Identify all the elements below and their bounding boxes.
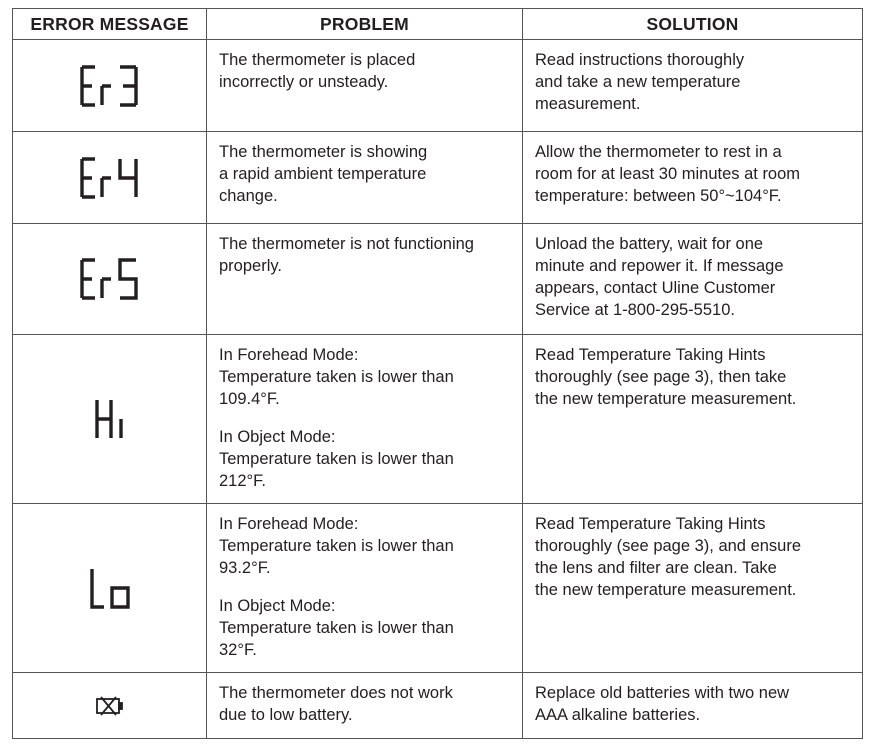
solution-text: room for at least 30 minutes at room (535, 165, 801, 183)
problem-text: In Forehead Mode: (219, 346, 359, 364)
solution-text: Service at 1-800-295-5510. (535, 301, 735, 319)
solution-text: temperature: between 50°~104°F. (535, 187, 782, 205)
error-code-text: Er3 (77, 63, 80, 65)
header-solution: SOLUTION (523, 9, 863, 40)
problem-text: Temperature taken is lower than (219, 368, 454, 386)
problem-text: a rapid ambient temperature (219, 165, 427, 183)
error-code-text: Er4 (77, 155, 80, 157)
problem-text: Temperature taken is lower than (219, 619, 454, 637)
problem-text: In Object Mode: (219, 428, 336, 446)
error-code-er3 (78, 64, 142, 108)
error-code-lo (88, 566, 132, 610)
problem-cell (207, 673, 523, 739)
solution-text: AAA alkaline batteries. (535, 706, 701, 724)
table-row (13, 40, 863, 132)
problem-text: The thermometer does not work (219, 684, 453, 702)
problem-text: due to low battery. (219, 706, 353, 724)
problem-text: The thermometer is placed (219, 51, 416, 69)
problem-text: Temperature taken is lower than (219, 537, 454, 555)
solution-text: minute and repower it. If message (535, 257, 784, 275)
problem-text: Temperature taken is lower than (219, 450, 454, 468)
solution-text: Unload the battery, wait for one (535, 235, 764, 253)
problem-text: 212°F. (219, 472, 266, 490)
header-row (13, 9, 863, 40)
solution-cell (523, 132, 863, 224)
error-code-cell (13, 504, 207, 673)
table-row (13, 673, 863, 739)
solution-cell (523, 673, 863, 739)
problem-text: In Object Mode: (219, 597, 336, 615)
problem-cell (207, 40, 523, 132)
solution-cell (523, 335, 863, 504)
error-code-hi (93, 397, 127, 441)
problem-text: In Forehead Mode: (219, 515, 359, 533)
error-code-ers (78, 257, 142, 301)
problem-text: properly. (219, 257, 282, 275)
error-table (12, 8, 863, 739)
solution-text: the lens and filter are clean. Take (535, 559, 777, 577)
problem-cell (207, 132, 523, 224)
problem-text: 32°F. (219, 641, 257, 659)
error-code-er4 (78, 156, 142, 200)
error-code-cell (13, 673, 207, 739)
solution-text: thoroughly (see page 3), and ensure (535, 537, 802, 555)
problem-text: incorrectly or unsteady. (219, 73, 389, 91)
solution-cell (523, 40, 863, 132)
error-code-text: Hi (92, 397, 94, 398)
low-battery-icon (95, 695, 125, 717)
solution-text: and take a new temperature (535, 73, 741, 91)
table-row (13, 504, 863, 673)
solution-text: Allow the thermometer to rest in a (535, 143, 782, 161)
error-code-cell (13, 40, 207, 132)
solution-text: Read Temperature Taking Hints (535, 515, 766, 533)
error-code-text: ErS (77, 257, 80, 258)
table-row (13, 335, 863, 504)
table-row (13, 224, 863, 335)
problem-text: 109.4°F. (219, 390, 280, 408)
solution-text: the new temperature measurement. (535, 390, 797, 408)
error-code-cell (13, 132, 207, 224)
solution-text: Read instructions thoroughly (535, 51, 745, 69)
error-code-text: Lo (87, 566, 89, 567)
solution-text: measurement. (535, 95, 641, 113)
error-code-cell (13, 335, 207, 504)
solution-text: Read Temperature Taking Hints (535, 346, 766, 364)
solution-cell (523, 224, 863, 335)
header-error-message: ERROR MESSAGE (13, 9, 207, 40)
solution-text: thoroughly (see page 3), then take (535, 368, 787, 386)
problem-cell (207, 224, 523, 335)
table-row (13, 132, 863, 224)
solution-cell (523, 504, 863, 673)
problem-text: The thermometer is showing (219, 143, 428, 161)
problem-cell (207, 504, 523, 673)
solution-text: Replace old batteries with two new (535, 684, 790, 702)
problem-cell (207, 335, 523, 504)
problem-text: change. (219, 187, 278, 205)
solution-text: the new temperature measurement. (535, 581, 797, 599)
error-code-cell (13, 224, 207, 335)
problem-text: 93.2°F. (219, 559, 271, 577)
header-problem: PROBLEM (207, 9, 523, 40)
problem-text: The thermometer is not functioning (219, 235, 474, 253)
solution-text: appears, contact Uline Customer (535, 279, 776, 297)
